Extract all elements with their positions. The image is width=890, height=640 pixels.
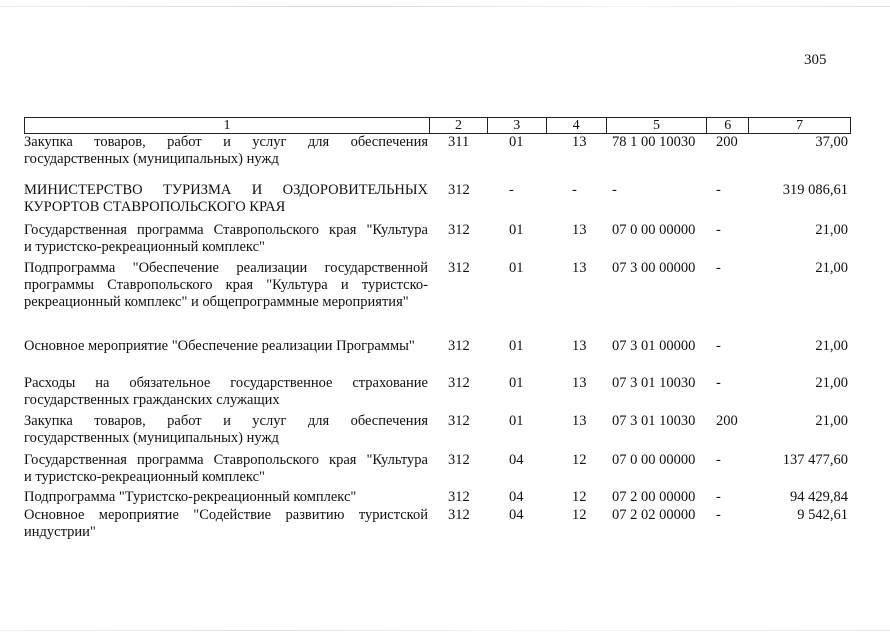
expense-type-code: - — [716, 489, 721, 505]
row-name-line: рекреационный комплекс" и общепрограммные мероприятия" — [24, 294, 409, 310]
chapter-code: 312 — [448, 222, 470, 238]
chapter-code: 312 — [448, 413, 470, 429]
row-name-line: Государственная программа Ставропольского края "Культура — [24, 222, 428, 238]
table-row — [24, 413, 851, 447]
row-name-line: государственных (муниципальных) нужд — [24, 430, 279, 446]
section-code: 01 — [509, 413, 524, 429]
target-article-code: 78 1 00 10030 — [612, 134, 696, 150]
section-code: 01 — [509, 338, 524, 354]
row-name — [24, 134, 430, 168]
budget-table — [24, 117, 851, 540]
section-code: 01 — [509, 260, 524, 276]
section-code: 01 — [509, 375, 524, 391]
row-name-line: и туристско-рекреационный комплекс" — [24, 239, 265, 255]
amount: 21,00 — [815, 338, 848, 354]
amount: 37,00 — [815, 134, 848, 150]
row-name-line: программы Ставропольского края "Культура и туристско- — [24, 277, 428, 293]
row-name — [24, 489, 430, 506]
row-name-line: Государственная программа Ставропольского края "Культура — [24, 452, 428, 468]
row-name-line: МИНИСТЕРСТВО ТУРИЗМА И ОЗДОРОВИТЕЛЬНЫХ — [24, 182, 428, 198]
chapter-code: 312 — [448, 507, 470, 523]
column-header-4: 4 — [547, 118, 607, 133]
amount: 21,00 — [815, 375, 848, 391]
section-code: 04 — [509, 489, 524, 505]
subsection-code: 13 — [572, 338, 587, 354]
table-row — [24, 338, 851, 355]
table-row — [24, 222, 851, 256]
target-article-code: 07 3 01 00000 — [612, 338, 696, 354]
chapter-code: 312 — [448, 489, 470, 505]
table-row — [24, 452, 851, 486]
amount: 21,00 — [815, 413, 848, 429]
column-header-7: 7 — [796, 118, 804, 133]
subsection-code: 13 — [572, 222, 587, 238]
target-article-code: 07 2 02 00000 — [612, 507, 696, 523]
subsection-code: 13 — [572, 375, 587, 391]
amount: 21,00 — [815, 222, 848, 238]
target-article-code: 07 0 00 00000 — [612, 452, 696, 468]
table-row — [24, 375, 851, 409]
expense-type-code: - — [716, 507, 721, 523]
target-article-code: 07 0 00 00000 — [612, 222, 696, 238]
row-name — [24, 375, 430, 409]
chapter-code: 312 — [448, 260, 470, 276]
target-article-code: 07 3 01 10030 — [612, 375, 696, 391]
amount: 319 086,61 — [782, 182, 848, 198]
subsection-code: 13 — [572, 413, 587, 429]
row-name — [24, 182, 430, 216]
expense-type-code: - — [716, 338, 721, 354]
amount: 94 429,84 — [790, 489, 848, 505]
target-article-code: - — [612, 182, 617, 198]
column-header-1: 1 — [25, 118, 430, 133]
subsection-code: 13 — [572, 134, 587, 150]
row-name — [24, 452, 430, 486]
subsection-code: 12 — [572, 507, 587, 523]
expense-type-code: - — [716, 260, 721, 276]
expense-type-code: - — [716, 182, 721, 198]
table-row — [24, 507, 851, 541]
target-article-code: 07 3 00 00000 — [612, 260, 696, 276]
row-name-line: Подпрограмма "Туристско-рекреационный комплекс" — [24, 489, 357, 505]
chapter-code: 312 — [448, 452, 470, 468]
expense-type-code: 200 — [716, 413, 738, 429]
chapter-code: 312 — [448, 338, 470, 354]
page-number: 305 — [804, 52, 827, 68]
row-name — [24, 413, 430, 447]
subsection-code: - — [572, 182, 577, 198]
subsection-code: 12 — [572, 489, 587, 505]
row-name-line: Расходы на обязательное государственное страхование — [24, 375, 428, 391]
column-header-6: 6 — [707, 118, 749, 133]
amount: 9 542,61 — [797, 507, 848, 523]
row-name-line: государственных гражданских служащих — [24, 392, 280, 408]
row-name-line: Основное мероприятие "Содействие развитию туристской — [24, 507, 428, 523]
column-header-3: 3 — [488, 118, 547, 133]
subsection-code: 13 — [572, 260, 587, 276]
column-header-5: 5 — [607, 118, 708, 133]
row-name — [24, 507, 430, 541]
expense-type-code: - — [716, 375, 721, 391]
row-name-line: и туристско-рекреационный комплекс" — [24, 469, 265, 485]
row-name-line: Основное мероприятие "Обеспечение реализации Программы" — [24, 338, 415, 354]
scan-edge-bottom — [0, 630, 890, 631]
row-name — [24, 260, 430, 311]
row-name-line: Подпрограмма "Обеспечение реализации государственной — [24, 260, 428, 276]
row-name — [24, 338, 430, 355]
section-code: - — [509, 182, 514, 198]
column-header-2: 2 — [430, 118, 488, 133]
expense-type-code: - — [716, 452, 721, 468]
target-article-code: 07 2 00 00000 — [612, 489, 696, 505]
chapter-code: 311 — [448, 134, 470, 150]
subsection-code: 12 — [572, 452, 587, 468]
row-name-line: Закупка товаров, работ и услуг для обеспечения — [24, 134, 428, 150]
row-name-line: КУРОРТОВ СТАВРОПОЛЬСКОГО КРАЯ — [24, 199, 286, 215]
row-name-line: индустрии" — [24, 524, 96, 540]
section-code: 01 — [509, 134, 524, 150]
target-article-code: 07 3 01 10030 — [612, 413, 696, 429]
scan-edge-top — [0, 6, 890, 7]
expense-type-code: - — [716, 222, 721, 238]
table-row — [24, 489, 851, 506]
table-row — [24, 182, 851, 216]
section-code: 01 — [509, 222, 524, 238]
row-name — [24, 222, 430, 256]
section-code: 04 — [509, 507, 524, 523]
chapter-code: 312 — [448, 375, 470, 391]
table-header-row — [24, 117, 851, 134]
row-name-line: Закупка товаров, работ и услуг для обеспечения — [24, 413, 428, 429]
amount: 21,00 — [815, 260, 848, 276]
row-name-line: государственных (муниципальных) нужд — [24, 151, 279, 167]
expense-type-code: 200 — [716, 134, 738, 150]
table-row — [24, 260, 851, 311]
section-code: 04 — [509, 452, 524, 468]
chapter-code: 312 — [448, 182, 470, 198]
amount: 137 477,60 — [782, 452, 848, 468]
table-row — [24, 134, 851, 168]
